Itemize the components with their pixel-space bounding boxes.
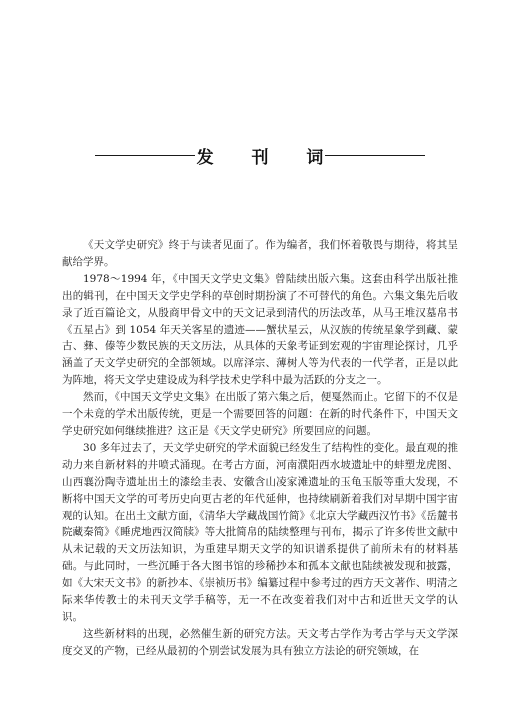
- title-row: [95, 143, 425, 167]
- paragraph-5: 这些新材料的出现，必然催生新的研究方法。天文考古学作为考古学与天文学深度交叉的产物，已经从最初的个别尝试发展为具有独立方法论的研究领域，在: [62, 627, 458, 657]
- title-rule-right: [325, 155, 425, 156]
- body-text: [62, 237, 458, 660]
- page-title: 发 刊 词: [196, 147, 340, 168]
- paragraph-4: 30 多年过去了，天文学史研究的学术面貌已经发生了结构性的变化。最直观的推动力来自新材料的井喷式涌现。在考古方面，河南濮阳西水坡遗址中的蚌塑龙虎图、山西襄汾陶寺遗址出土的漆绘圭表、安徽含山凌家滩遗址的玉龟玉版等重大发现，不断将中国天文学的可考历史向更古老的年代延伸，也持续刷新着我们对早期中国宇宙观的认知。在出土文献方面，《清华大学藏战国竹简》《北京大学藏西汉竹书》《岳麓书院藏秦简》《睡虎地西汉简牍》等大批简帛的陆续整理与刊布，揭示了许多传世文献中从未记载的天文历法知识，为重建早期天文学的知识谱系提供了前所未有的材料基础。与此同时，一些沉睡于各大图书馆的珍稀抄本和孤本文献也陆续被发现和披露，如《大宋天文书》的新抄本、《崇祯历书》编纂过程中参考过的西方天文著作、明清之际来华传教士的未刊天文学手稿等，无一不在改变着我们对中古和近世天文学的认识。: [62, 441, 458, 623]
- title-rule-left: [95, 155, 195, 156]
- paragraph-3: 然而，《中国天文学史文集》在出版了第六集之后，便戛然而止。它留下的不仅是一个未竟的学术出版传统，更是一个需要回答的问题：在新的时代条件下，中国天文学史研究如何继续推进？这正是《天文学史研究》所要回应的问题。: [62, 391, 458, 437]
- paragraph-2: 1978～1994 年，《中国天文学史文集》曾陆续出版六集。这套由科学出版社推出的辑刊，在中国天文学史学科的草创时期扮演了不可替代的角色。六集文集先后收录了近百篇论文，从殷商甲骨文中的天文记录到清代的历法改革，从马王堆汉墓帛书《五星占》到 1054 年天关客星的遗迹——蟹状星云，从汉族的传统星象学到藏、蒙古、彝、傣等少数民族的天文历法，从具体的天象考证到宏观的宇宙理论探讨，几乎涵盖了天文学史研究的全部领域。以席泽宗、薄树人等为代表的一代学者，正是以此为阵地，将天文学史建设成为科学技术史学科中最为活跃的分支之一。: [62, 272, 458, 387]
- paragraph-1: 《天文学史研究》终于与读者见面了。作为编者，我们怀着敬畏与期待，将其呈献给学界。: [62, 239, 458, 268]
